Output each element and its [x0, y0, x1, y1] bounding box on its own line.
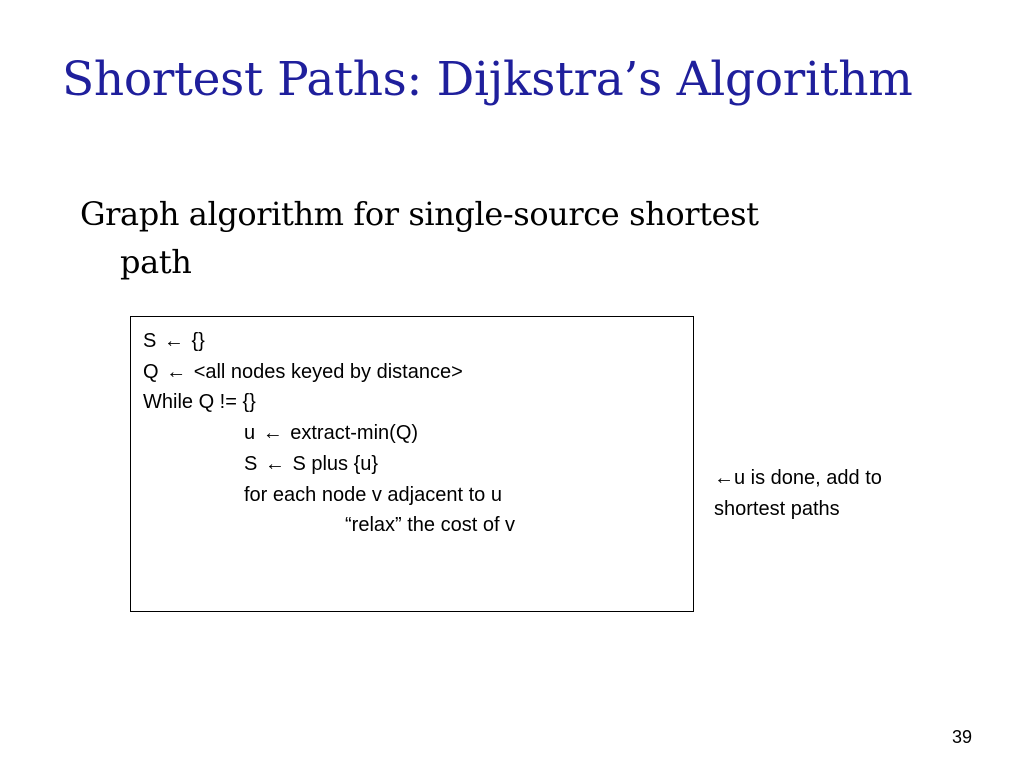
left-arrow-icon: ←: [163, 330, 184, 352]
left-arrow-icon: ←: [714, 467, 734, 489]
code-line-2: Q ← <all nodes keyed by distance>: [143, 361, 463, 383]
left-arrow-icon: ←: [166, 361, 187, 383]
code-line-6: for each node v adjacent to u: [244, 484, 502, 506]
pseudocode-box: [130, 316, 694, 612]
code-line-4: u ← extract-min(Q): [244, 422, 419, 444]
bullet-line-1: Graph algorithm for single-source shortest: [80, 195, 759, 233]
code-line-3: While Q != {}: [143, 391, 256, 413]
left-arrow-icon: ←: [262, 422, 283, 444]
slide-title: Shortest Paths: Dijkstra’s Algorithm: [62, 52, 913, 107]
code-line-7: “relax” the cost of v: [345, 514, 516, 536]
page-number: 39: [952, 727, 973, 747]
bullet-line-2: path: [120, 243, 192, 281]
note-line-1: u is done, add to: [734, 467, 882, 489]
code-line-1: S ← {}: [143, 330, 205, 352]
code-line-5: S ← S plus {u}: [244, 453, 379, 475]
note-line-2: shortest paths: [714, 498, 840, 520]
left-arrow-icon: ←: [264, 453, 285, 475]
side-note: [714, 463, 974, 525]
bullet-point: [80, 190, 880, 286]
